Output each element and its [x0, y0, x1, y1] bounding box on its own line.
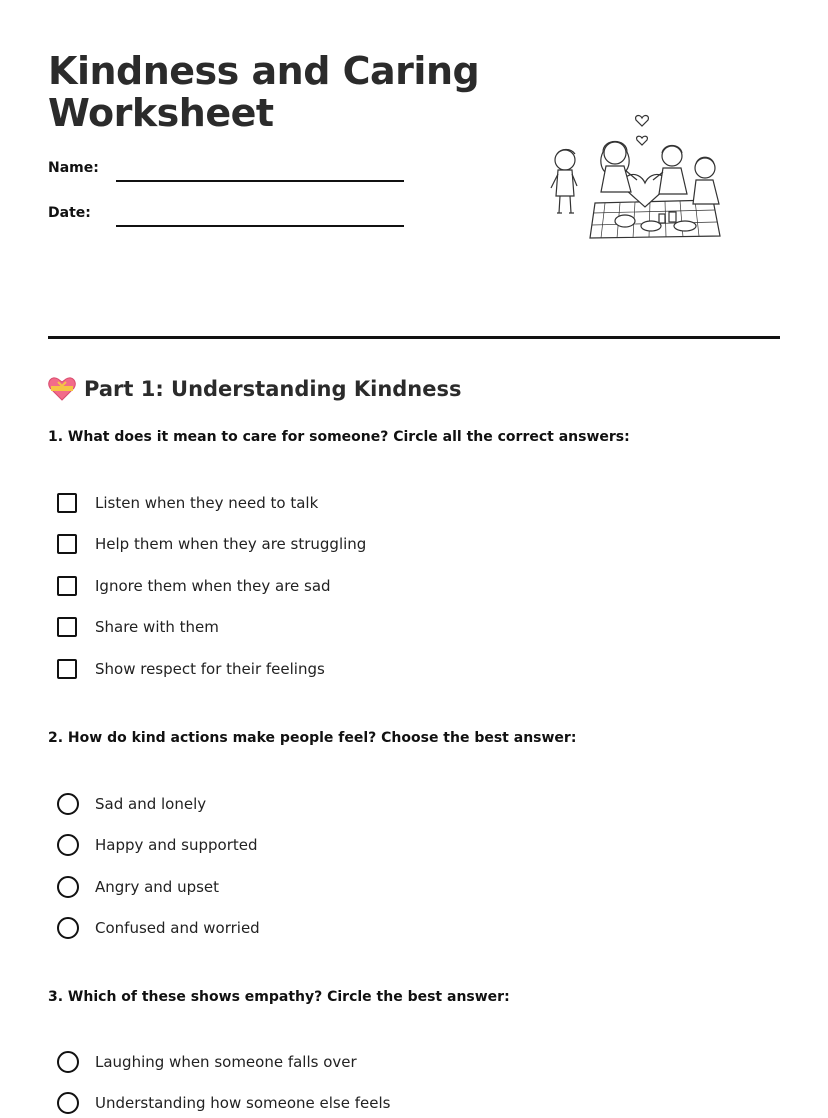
- checkbox[interactable]: [57, 617, 77, 637]
- date-field[interactable]: [116, 225, 404, 227]
- checkbox[interactable]: [57, 534, 77, 554]
- list-item[interactable]: [57, 916, 260, 940]
- list-item[interactable]: [57, 657, 325, 681]
- title-line-2: Worksheet: [48, 91, 274, 135]
- list-item[interactable]: [57, 615, 219, 639]
- question-1: 1. What does it mean to care for someone? Circle all the correct answers:: [48, 429, 630, 445]
- list-item[interactable]: [57, 792, 207, 816]
- list-item[interactable]: [57, 833, 258, 857]
- option-label: Understanding how someone else feels: [95, 1094, 391, 1112]
- name-field[interactable]: [116, 180, 404, 182]
- list-item[interactable]: [57, 491, 319, 515]
- title-line-1: Kindness and Caring: [48, 49, 480, 93]
- option-label: Share with them: [95, 618, 219, 636]
- radio-button[interactable]: [57, 917, 79, 939]
- radio-button[interactable]: [57, 876, 79, 898]
- heart-ribbon-icon: [48, 376, 76, 402]
- list-item[interactable]: [57, 574, 331, 598]
- section-part-1: [48, 374, 462, 404]
- question-3: 3. Which of these shows empathy? Circle the best answer:: [48, 989, 510, 1005]
- option-label: Confused and worried: [95, 919, 260, 937]
- question-2: 2. How do kind actions make people feel? Choose the best answer:: [48, 730, 577, 746]
- list-item[interactable]: [57, 1091, 391, 1115]
- checkbox[interactable]: [57, 659, 77, 679]
- list-item[interactable]: [57, 532, 367, 556]
- option-label: Sad and lonely: [95, 795, 207, 813]
- date-label: Date:: [48, 205, 91, 221]
- radio-button[interactable]: [57, 1051, 79, 1073]
- radio-button[interactable]: [57, 834, 79, 856]
- radio-button[interactable]: [57, 1092, 79, 1114]
- option-label: Happy and supported: [95, 836, 258, 854]
- option-label: Ignore them when they are sad: [95, 577, 331, 595]
- kids-picnic-heart-illustration: [545, 108, 725, 243]
- option-label: Angry and upset: [95, 878, 220, 896]
- option-label: Laughing when someone falls over: [95, 1053, 357, 1071]
- name-label: Name:: [48, 160, 99, 176]
- option-label: Help them when they are struggling: [95, 535, 367, 553]
- list-item[interactable]: [57, 875, 220, 899]
- header-divider: [48, 336, 780, 339]
- section-title: Part 1: Understanding Kindness: [84, 377, 462, 401]
- option-label: Show respect for their feelings: [95, 660, 325, 678]
- checkbox[interactable]: [57, 493, 77, 513]
- option-label: Listen when they need to talk: [95, 494, 319, 512]
- checkbox[interactable]: [57, 576, 77, 596]
- radio-button[interactable]: [57, 793, 79, 815]
- list-item[interactable]: [57, 1050, 357, 1074]
- worksheet-title: [48, 50, 488, 134]
